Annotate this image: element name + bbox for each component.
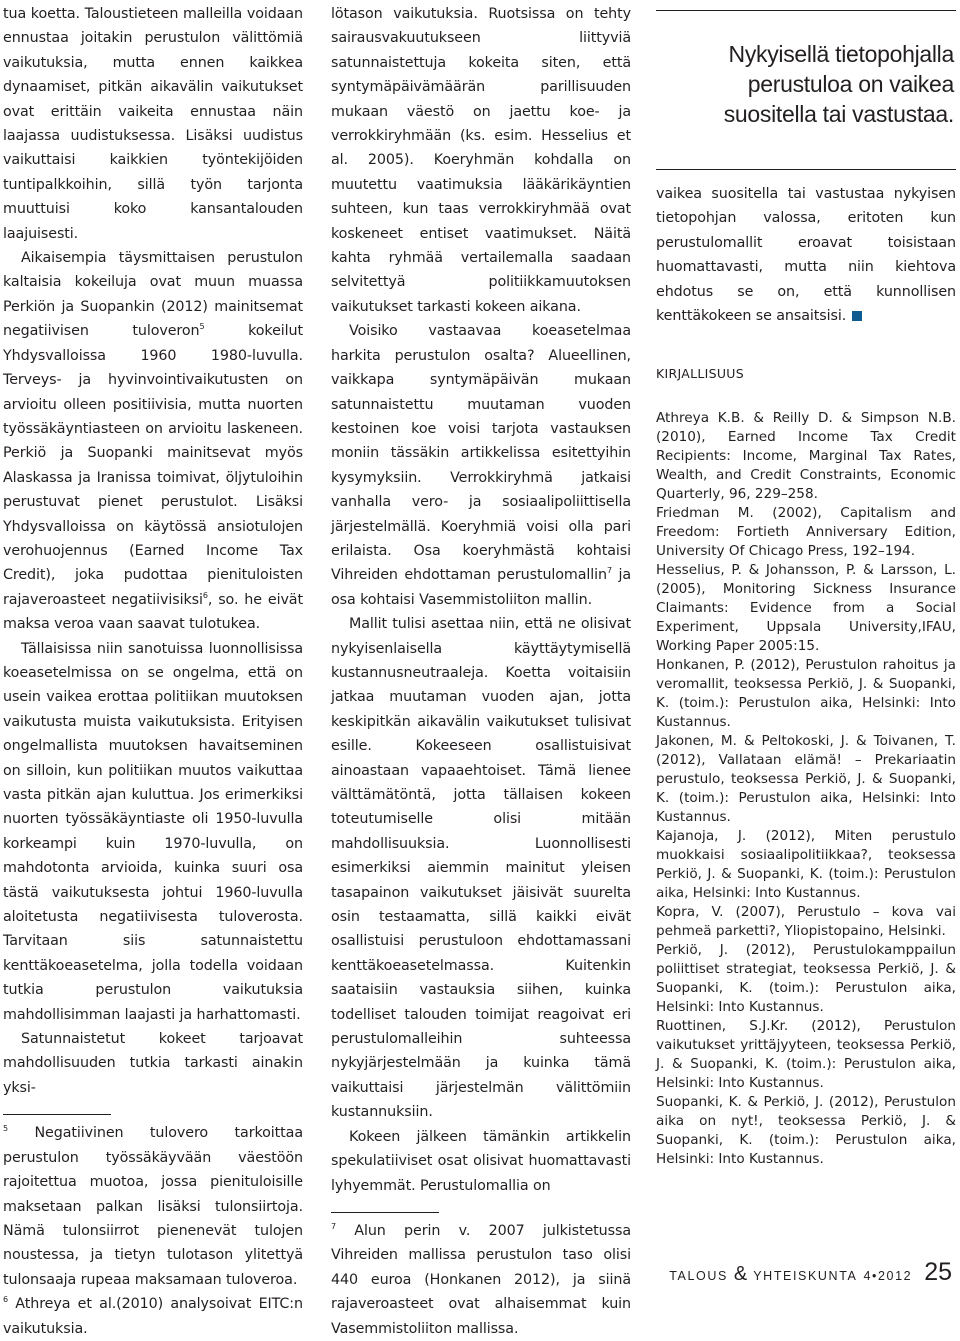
paragraph-text: Aikaisempia täysmittaisen perustulon kaltaisia kokeiluja ovat muun muassa Perkiön ja Suopankin (2012) mainitsemat negatiivisen tuloveron [3, 250, 303, 340]
references-heading: KIRJALLISUUS [656, 366, 744, 382]
paragraph-text: , so. he eivät maksa veroa vaan saavat tulotukea. [3, 591, 303, 633]
page-number: 25 [924, 1258, 952, 1286]
column-1 [3, 2, 303, 1341]
column-3 [656, 2, 956, 1169]
paragraph-text: vaikea suositella tai vastustaa nykyisen tietopohjan valossa, eritoten kun perustulomallit eroavat toisistaan huomattavasti, mutta niin kiehtova ehdotus se on, että kunnollisen kenttäkokeen se ansaitsisi. [656, 186, 956, 325]
footnote-ref[interactable]: 6 [202, 590, 208, 600]
journal-title-left: TALOUS [669, 1269, 728, 1283]
footnote-number: 5 [3, 1124, 8, 1134]
paragraph [656, 182, 956, 328]
journal-title-ampersand: & [733, 1263, 748, 1285]
closing-paragraph-block [656, 182, 956, 328]
footnote-ref[interactable]: 7 [607, 566, 612, 576]
footnote-text: Negatiivinen tulovero tarkoittaa perustulon työssäkäyvään väestöön rajoitettua muotoa, jossa pienituloisille maksetaan palkan lisäksi tulonsiirtoja. Nämä tulonsiirrot pienenevät tulojen noustessa, ja tietyn tulotason ylitettyä tulonsaaja rupeaa maksamaan tuloveroa. [3, 1125, 303, 1288]
reference-item: Honkanen, P. (2012), Perustulon rahoitus ja veromallit, teoksessa Perkiö, J. & Suopanki, K. (toim.): Perustulon aika, Helsinki: Into Kustannus. [656, 657, 956, 731]
footnote [331, 1219, 631, 1341]
reference-item: Jakonen, M. & Peltokoski, J. & Toivanen, T. (2012), Vallataan elämä! – Prekariaatin perustulo, teoksessa Perkiö, J. & Suopanki, K. (toim.): Perustulon aika, Helsinki: Into Kustannus. [656, 733, 956, 826]
reference-item: Ruottinen, S.J.Kr. (2012), Perustulon vaikutukset yrittäjyyteen, teoksessa Perkiö, J. & Suopanki, K. (toim.): Perustulon aika, Helsinki: Into Kustannus. [656, 1018, 956, 1092]
pullquote: Nykyisellä tietopohjalla perustuloa on vaikea suositella tai vastustaa. [723, 41, 954, 127]
paragraph: tua koetta. Taloustieteen malleilla voidaan ennustaa joitakin perustulon välittömiä vaikutuksia, mutta ennen kaikkea dynaamiset, pitkän aikavälin vaikutukset ovat erittäin vaikeita ennustaa näin laajassa uudistuksessa. Lisäksi uudistus vaikuttaisi kaikkien työntekijöiden tuntipalkkoihin, sillä työn tarjonta muuttuisi koko kansantalouden laajuisesti. [3, 6, 303, 242]
footnote-number: 7 [331, 1222, 336, 1232]
footnote [3, 1292, 303, 1341]
paragraph: Tällaisissa niin sanotuissa luonnollisissa koeasetelmissa on se ongelma, että on usein vaikea erottaa politiikan muutoksen vaikutusta muista vaikutuksista. Erityisen ongelmallista muutoksen havaitseminen on silloin, kun politiikan muutos vaikuttaa vasta pitkän ajan kuluttua. Jos erimerkiksi nuorten työssäkäyntiaste oli 1950-luvulla korkeampi kuin 1970-luvulla, on mahdotonta arvioida, kuinka suuri osa tästä vaikutuksesta johtui 1960-luvulla aloitetusta negatiivisesta tuloverosta. Tarvitaan siis satunnaistettu kenttäkoeasetelma, jolla todella voidaan tutkia perustulon vaikutuksia mahdollisimman laajasti ja harhattomasti. [3, 640, 303, 1023]
end-of-article-icon [852, 311, 862, 321]
reference-item: Suopanki, K. & Perkiö, J. (2012), Perustulon aika on nyt!, teoksessa Perkiö, J. & Suopanki, K. (toim.): Perustulon aika, Helsinki: Into Kustannus. [656, 1094, 956, 1168]
issue-label: 4•2012 [863, 1269, 913, 1283]
pullquote-bottom-rule [656, 169, 956, 170]
footnote-ref[interactable]: 5 [199, 322, 205, 332]
paragraph [331, 319, 631, 612]
footnote-text: Alun perin v. 2007 julkistetussa Vihreiden mallissa perustulon taso olisi 440 euroa (Honkanen 2012), ja siinä rajaveroasteet ovat alhaisemmat kuin Vasemmistoliiton mallissa. [331, 1222, 631, 1337]
footnote-number: 6 [3, 1295, 8, 1305]
paragraph [3, 246, 303, 637]
journal-title-right: YHTEISKUNTA [753, 1269, 858, 1283]
pullquote-box [656, 10, 956, 170]
references-list [656, 409, 956, 1169]
paragraph: lötason vaikutuksia. Ruotsissa on tehty sairausvakuutukseen liittyviä satunnaistettuja kokeita siten, että syntymäpäivämäärän parillisuuden mukaan väestö on jaettu koe- ja verrokkiryhmään (ks. esim. Hesselius et al. 2005). Koeryhmän kohdalla on muutettu vaatimuksia lääkärikäyntien suhteen, kun taas verrokkiryhmää ovat koskeneet entiset vaatimukset. Näitä kahta ryhmää vertailemalla saadaan selvitettyä politiikkamuutoksen vaikutukset tarkasti kokeen aikana. [331, 6, 631, 315]
footnote [3, 1121, 303, 1292]
reference-item: Kopra, V. (2007), Perustulo – kova vai pehmeä parketti?, Yliopistopaino, Helsinki. [656, 904, 956, 940]
reference-item: Athreya K.B. & Reilly D. & Simpson N.B. (2010), Earned Income Tax Credit Recipients: Income, Marginal Tax Rates, Wealth, and Credit Constraints, Economic Quarterly, 96, 229–258. [656, 410, 956, 503]
paragraph: Satunnaistetut kokeet tarjoavat mahdollisuuden tutkia tarkasti ainakin yksi- [3, 1031, 303, 1096]
reference-item: Hesselius, P. & Johansson, P. & Larsson, L. (2005), Monitoring Sickness Insurance Claimants: Evidence from a Social Experiment, Uppsala University,IFAU, Working Paper 2005:15. [656, 562, 956, 655]
reference-item: Kajanoja, J. (2012), Miten perustulo muokkaisi sosiaalipolitiikkaa?, teoksessa Perkiö, J. & Suopanki, K. (toim.): Perustulon aika, Helsinki: Into Kustannus. [656, 828, 956, 902]
footnote-divider [331, 1212, 439, 1213]
footnote-text: Athreya et al.(2010) analysoivat EITC:n vaikutuksia. [3, 1296, 303, 1337]
paragraph: Kokeen jälkeen tämänkin artikkelin spekulatiiviset osat olisivat huomattavasti lyhyemmät. Perustulomallia on [331, 1128, 631, 1194]
column-2 [331, 2, 631, 1341]
paragraph-text: ja osa kohtaisi Vasemmistoliiton mallin. [331, 567, 631, 608]
paragraph: Mallit tulisi asettaa niin, että ne olisivat nykyisenlaisella käyttäytymisellä kustannusneutraaleja. Koetta voitaisiin jatkaa muutaman vuoden ajan, jotta keskipitkän aikavälin vaikutukset tulisivat esille. Kokeeseen osallistuisivat ainoastaan vapaaehtoiset. Tämä lienee välttämätöntä, jotta tällaisen kokeen toteutumiselle olisi mitään mahdollisuuksia. Luonnollisesti esimerkiksi aiemmin mainitut yleisen tasapainon vaikutukset jäisivät suurelta osin testaamatta, sillä kaikki eivät osallistuisi perustuloon ehdottamassani kenttäkoeasetelmassa. Kuitenkin saataisiin vastauksia siihen, kuinka todelliset talouden toimijat reagoivat eri perustulomalleihin suhteessa nykyjärjestelmään ja kuinka tämä vaikuttaisi järjestelmän välittömiin kustannuksiin. [331, 616, 631, 1121]
reference-item: Perkiö, J. (2012), Perustulokamppailun poliittiset strategiat, teoksessa Perkiö, J. & Suopanki, K. (toim.): Perustulon aika, Helsinki: Into Kustannus. [656, 942, 956, 1016]
reference-item: Friedman M. (2002), Capitalism and Freedom: Fortieth Anniversary Edition, University Of Chicago Press, 192–194. [656, 505, 956, 560]
footnote-divider [3, 1114, 111, 1115]
page-footer [669, 1258, 952, 1287]
paragraph-text: kokeilut Yhdysvalloissa 1960 1980-luvulla. Terveys- ja hyvinvointivaikutusten on arvioitu olleen positiivisia, mutta nuorten työssäkäyntiasteen on arvioitu laskeneen. Perkiö ja Suopanki mainitsevat myös Alaskassa ja Iranissa toimivat, öljytuloihin perustuvat pienet perustulot. Lisäksi Yhdysvalloissa on käytössä ansiotulojen verohuojennus (Earned Income Tax Credit), joka pudottaa pienituloisten rajaveroasteet negatiivisiksi [3, 323, 303, 608]
paragraph-text: Voisiko vastaavaa koeasetelmaa harkita perustulon osalta? Alueellinen, vaikkapa syntymäpäivän mukaan satunnaistettu muutaman vuoden kestoinen koe voisi tarjota vastauksen moniin tässäkin artikkelissa esitettyihin kysymyksiin. Verrokkiryhmä jatkaisi vanhalla vero- ja sosiaalipoliittisella järjestelmällä. Koeryhmiä voisi olla pari erilaista. Osa koeryhmästä kohtaisi Vihreiden ehdottaman perustulomallin [331, 323, 631, 584]
